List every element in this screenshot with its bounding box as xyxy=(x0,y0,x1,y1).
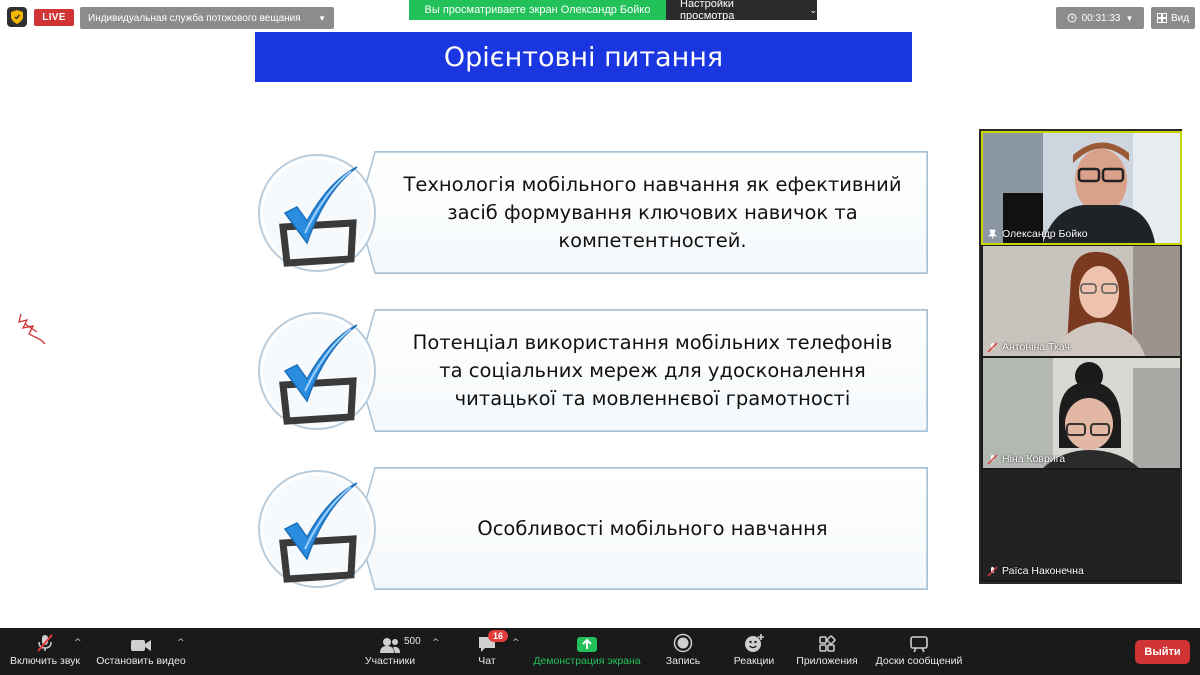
mic-muted-icon xyxy=(987,454,998,465)
checkbox-check-icon xyxy=(255,309,379,433)
mic-muted-icon xyxy=(987,566,998,577)
record-label: Запись xyxy=(665,655,701,667)
checkbox-check-icon xyxy=(255,467,379,591)
video-tile[interactable] xyxy=(983,470,1180,580)
audio-options-caret-icon[interactable]: ^ xyxy=(74,638,82,648)
participant-name: Раїса Наконечна xyxy=(1002,565,1084,577)
chat-options-caret-icon[interactable]: ^ xyxy=(512,638,520,648)
live-badge[interactable]: LIVE xyxy=(34,9,74,26)
topic-line: засіб формування ключових навичок та xyxy=(447,200,858,224)
participant-video xyxy=(983,358,1180,468)
clock-icon xyxy=(1067,13,1077,23)
unmute-button[interactable] xyxy=(6,628,84,675)
participant-name-label xyxy=(987,453,1065,465)
chevron-down-icon: ⌄ xyxy=(809,4,817,15)
annotation-doodle xyxy=(15,312,47,346)
reactions-button[interactable] xyxy=(728,628,780,675)
topic-line: Технологія мобільного навчання як ефективний xyxy=(403,172,902,196)
record-icon xyxy=(673,633,693,653)
share-screen-icon xyxy=(576,635,598,653)
participants-label: Участники xyxy=(364,655,416,667)
view-settings-label: Настройки просмотра xyxy=(680,0,735,22)
whiteboards-button[interactable] xyxy=(872,628,966,675)
participant-name-label xyxy=(987,565,1084,577)
participant-name: Ніна Коврига xyxy=(1002,453,1066,465)
participant-video xyxy=(983,246,1180,356)
chat-unread-badge: 16 xyxy=(488,630,508,642)
chat-label: Чат xyxy=(478,655,496,667)
slide-title: Орієнтовні питання xyxy=(255,32,912,82)
view-label: Вид xyxy=(1170,12,1190,24)
whiteboard-icon xyxy=(909,635,929,653)
view-button[interactable] xyxy=(1151,7,1195,29)
topic-line: читацької та мовленнєвої грамотності xyxy=(454,386,851,410)
stream-service-dropdown[interactable] xyxy=(80,7,334,29)
viewing-banner xyxy=(409,0,817,20)
stop-video-button[interactable] xyxy=(92,628,190,675)
participant-name-label xyxy=(987,341,1070,353)
topic-text xyxy=(395,309,910,432)
apps-label: Приложения xyxy=(796,655,858,667)
topic-card xyxy=(255,467,930,592)
stop-video-label: Остановить видео xyxy=(96,655,186,667)
participants-count: 500 xyxy=(404,636,421,647)
video-tile[interactable] xyxy=(983,246,1180,356)
share-screen-label: Демонстрация экрана xyxy=(533,655,641,667)
topic-text xyxy=(395,151,910,274)
reactions-label: Реакции xyxy=(733,655,775,667)
timer-value: 00:31:33 xyxy=(1081,12,1121,24)
leave-meeting-button[interactable]: Выйти xyxy=(1135,640,1190,664)
record-button[interactable] xyxy=(660,628,706,675)
participant-name: Антоніна Ткач xyxy=(1002,341,1070,353)
video-tile[interactable] xyxy=(983,133,1180,243)
video-tile[interactable] xyxy=(983,358,1180,468)
participants-options-caret-icon[interactable]: ^ xyxy=(432,638,440,648)
viewing-screen-text: Вы просматриваете экран Олександр Бойко xyxy=(409,0,666,20)
mic-muted-icon xyxy=(987,342,998,353)
pin-icon xyxy=(987,229,998,240)
topic-line: Особливості мобільного навчання xyxy=(477,516,828,540)
topic-card xyxy=(255,151,930,276)
topic-card xyxy=(255,309,930,434)
video-gallery-panel xyxy=(979,129,1182,584)
topic-line: та соціальних мереж для удосконалення xyxy=(439,358,866,382)
mic-muted-icon xyxy=(35,633,55,653)
checkbox-check-icon xyxy=(255,151,379,275)
view-settings-button[interactable] xyxy=(666,0,817,20)
meeting-timer[interactable] xyxy=(1056,7,1144,29)
topic-text xyxy=(395,467,910,590)
unmute-label: Включить звук xyxy=(9,655,81,667)
video-camera-icon xyxy=(130,637,152,653)
whiteboards-label: Доски сообщений xyxy=(875,655,963,667)
participants-icon xyxy=(379,637,401,653)
chevron-down-icon: ▼ xyxy=(318,13,326,23)
video-options-caret-icon[interactable]: ^ xyxy=(177,638,185,648)
apps-button[interactable] xyxy=(794,628,860,675)
participant-name-label xyxy=(987,228,1088,240)
meeting-toolbar xyxy=(0,628,1200,675)
chevron-down-icon: ▼ xyxy=(1125,13,1134,23)
topic-line: Потенціал використання мобільних телефонів xyxy=(412,330,893,354)
smiley-plus-icon xyxy=(743,633,765,653)
grid-view-icon xyxy=(1157,13,1167,23)
participant-name: Олександр Бойко xyxy=(1002,228,1088,240)
topic-line: компетентностей. xyxy=(558,228,747,252)
stream-service-label: Индивидуальная служба потокового вещания xyxy=(88,12,301,24)
share-screen-button[interactable] xyxy=(530,628,644,675)
security-shield-icon[interactable] xyxy=(7,7,27,27)
participant-video xyxy=(983,133,1180,243)
apps-icon xyxy=(818,635,836,653)
